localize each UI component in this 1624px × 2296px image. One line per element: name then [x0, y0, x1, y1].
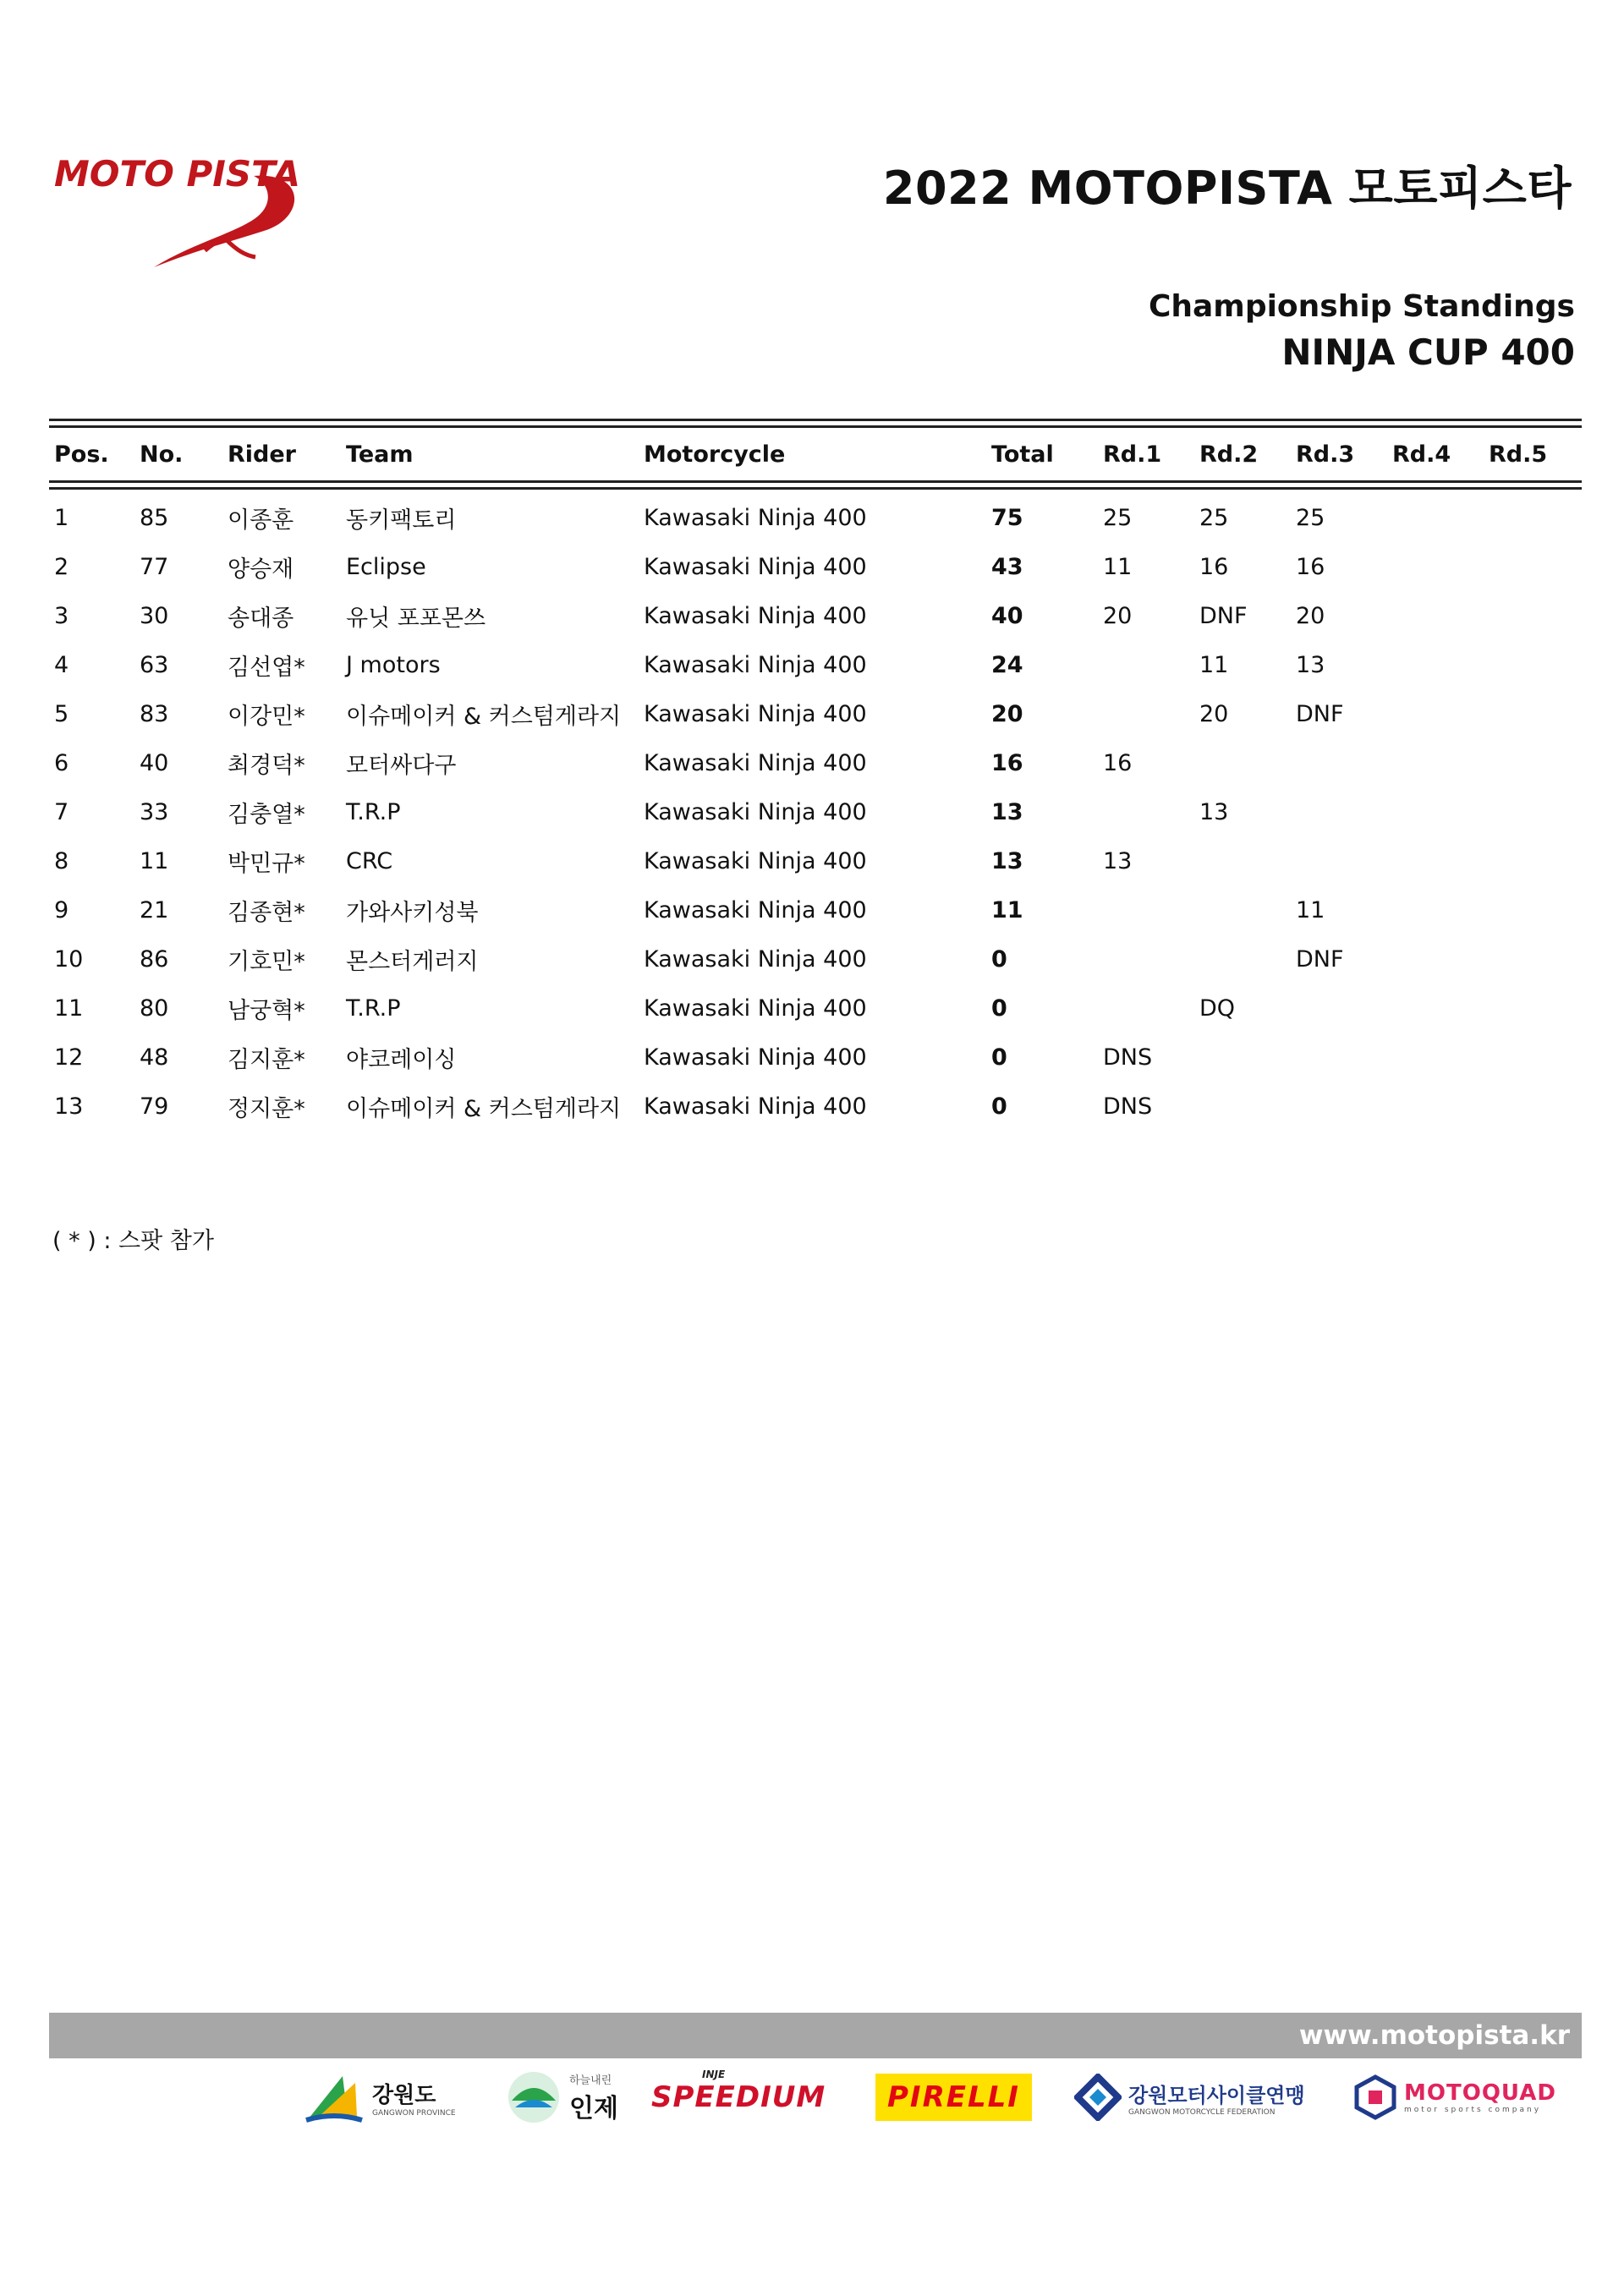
- cell-rider: 기호민*: [228, 948, 305, 975]
- cell-rider: 양승재: [228, 556, 294, 583]
- sponsor-sub: INJE: [702, 2069, 726, 2080]
- sponsor-name: PIRELLI: [887, 2080, 1020, 2114]
- website-link[interactable]: www.motopista.kr: [1298, 2020, 1570, 2051]
- sponsor-gangwon-federation: [1074, 2063, 1353, 2131]
- header-rd1: Rd.1: [1103, 441, 1162, 468]
- cell-rider: 최경덕*: [228, 752, 305, 779]
- cell-rd1: 11: [1103, 553, 1133, 580]
- cell-pos: 1: [54, 504, 69, 531]
- header-team: Team: [346, 441, 414, 468]
- cell-no: 83: [140, 700, 169, 727]
- cell-pos: 13: [54, 1093, 84, 1120]
- cell-motorcycle: Kawasaki Ninja 400: [644, 896, 867, 923]
- cell-team: T.R.P: [346, 995, 401, 1022]
- cell-pos: 8: [54, 847, 69, 874]
- cell-rd3: 20: [1296, 602, 1325, 629]
- cell-no: 63: [140, 651, 169, 678]
- cell-motorcycle: Kawasaki Ninja 400: [644, 553, 867, 580]
- sponsor-sub: GANGWON PROVINCE: [372, 2108, 456, 2118]
- header-no: No.: [140, 441, 184, 468]
- cell-total: 0: [991, 1093, 1007, 1120]
- cell-motorcycle: Kawasaki Ninja 400: [644, 847, 867, 874]
- sponsor-name: SPEEDIUM: [651, 2080, 826, 2114]
- sponsor-sub: GANGWON MOTORCYCLE FEDERATION: [1128, 2107, 1276, 2117]
- cell-no: 30: [140, 602, 169, 629]
- cell-no: 48: [140, 1044, 169, 1071]
- cell-total: 0: [991, 945, 1007, 973]
- table-row: [49, 885, 1582, 934]
- inje-icon: [503, 2067, 564, 2128]
- cell-no: 33: [140, 798, 169, 825]
- cell-pos: 3: [54, 602, 69, 629]
- cell-rd2: 20: [1199, 700, 1229, 727]
- sponsor-speedium: [651, 2063, 854, 2131]
- table-row: [49, 738, 1582, 787]
- sponsor-sub: motor sports company: [1404, 2106, 1542, 2114]
- cell-total: 11: [991, 896, 1023, 923]
- cell-motorcycle: Kawasaki Ninja 400: [644, 1044, 867, 1071]
- cell-total: 40: [991, 602, 1023, 629]
- header-rd3: Rd.3: [1296, 441, 1355, 468]
- document-subtitle: Championship Standings: [1148, 289, 1575, 324]
- sponsor-pirelli: [875, 2063, 1053, 2131]
- cell-no: 79: [140, 1093, 169, 1120]
- cell-no: 86: [140, 945, 169, 973]
- cell-team: 가와사키성북: [346, 899, 479, 926]
- motopista-logo: [52, 151, 321, 269]
- sponsor-name: 강원모터사이클연맹: [1128, 2083, 1305, 2107]
- cell-pos: 12: [54, 1044, 84, 1071]
- cell-rd3: 25: [1296, 504, 1325, 531]
- cell-total: 16: [991, 749, 1023, 776]
- table-body: [49, 493, 1582, 1131]
- table-header: [49, 428, 1582, 480]
- sponsor-gangwon: [304, 2063, 474, 2131]
- cell-rider: 송대종: [228, 605, 294, 632]
- motoquad-icon: [1353, 2074, 1397, 2121]
- cell-rd2: DQ: [1199, 995, 1236, 1022]
- cell-pos: 9: [54, 896, 69, 923]
- cell-team: Eclipse: [346, 553, 426, 580]
- document-title: 2022 MOTOPISTA 모토피스타: [882, 162, 1572, 215]
- cell-pos: 11: [54, 995, 84, 1022]
- federation-icon: [1074, 2074, 1122, 2121]
- cell-rd3: 13: [1296, 651, 1325, 678]
- table-row: [49, 787, 1582, 836]
- gangwon-icon: [304, 2068, 364, 2127]
- cell-motorcycle: Kawasaki Ninja 400: [644, 995, 867, 1022]
- cell-team: CRC: [346, 847, 393, 874]
- cell-no: 85: [140, 504, 169, 531]
- cell-rd2: 16: [1199, 553, 1229, 580]
- cell-total: 0: [991, 995, 1007, 1022]
- footer-bar: [49, 2013, 1582, 2058]
- header-pos: Pos.: [54, 441, 109, 468]
- header-rd2: Rd.2: [1199, 441, 1259, 468]
- cell-pos: 5: [54, 700, 69, 727]
- sponsor-inje: [503, 2063, 630, 2131]
- cell-motorcycle: Kawasaki Ninja 400: [644, 798, 867, 825]
- cell-total: 24: [991, 651, 1023, 678]
- cell-team: T.R.P: [346, 798, 401, 825]
- table-top-rule: [49, 419, 1582, 428]
- cell-rd1: 13: [1103, 847, 1133, 874]
- table-row: [49, 591, 1582, 640]
- header-total: Total: [991, 441, 1054, 468]
- cell-motorcycle: Kawasaki Ninja 400: [644, 602, 867, 629]
- table-row: [49, 640, 1582, 689]
- standings-table: [49, 419, 1582, 1131]
- cell-no: 80: [140, 995, 169, 1022]
- class-name: NINJA CUP 400: [1281, 332, 1575, 373]
- cell-rider: 김종현*: [228, 899, 305, 926]
- sponsor-logos: [304, 2063, 1582, 2140]
- cell-no: 11: [140, 847, 169, 874]
- logo-text: MOTO PISTA: [54, 153, 301, 195]
- cell-team: 유닛 포포몬쓰: [346, 605, 486, 632]
- cell-motorcycle: Kawasaki Ninja 400: [644, 700, 867, 727]
- cell-pos: 4: [54, 651, 69, 678]
- table-row: [49, 542, 1582, 591]
- cell-rd1: 16: [1103, 749, 1133, 776]
- sponsor-sub: 하늘내린: [569, 2074, 612, 2087]
- cell-rd1: DNS: [1103, 1093, 1153, 1120]
- cell-rd2: 11: [1199, 651, 1229, 678]
- table-row: [49, 689, 1582, 738]
- cell-pos: 2: [54, 553, 69, 580]
- sponsor-name: 인제: [569, 2093, 618, 2123]
- cell-motorcycle: Kawasaki Ninja 400: [644, 651, 867, 678]
- cell-team: 동키팩토리: [346, 507, 457, 534]
- cell-no: 40: [140, 749, 169, 776]
- cell-rd2: 13: [1199, 798, 1229, 825]
- cell-rd1: 20: [1103, 602, 1133, 629]
- sponsor-name: 강원도: [372, 2082, 436, 2108]
- cell-team: J motors: [346, 651, 441, 678]
- cell-total: 20: [991, 700, 1023, 727]
- cell-total: 75: [991, 504, 1023, 531]
- cell-rd1: 25: [1103, 504, 1133, 531]
- table-row: [49, 984, 1582, 1033]
- cell-rd3: 11: [1296, 896, 1325, 923]
- cell-rider: 정지훈*: [228, 1095, 305, 1122]
- sponsor-name: MOTOQUAD: [1404, 2080, 1556, 2106]
- spot-entry-footnote: ( * ) : 스팟 참가: [52, 1228, 214, 1254]
- cell-rd2: 25: [1199, 504, 1229, 531]
- table-row: [49, 934, 1582, 984]
- cell-total: 13: [991, 798, 1023, 825]
- table-row: [49, 1082, 1582, 1131]
- cell-team: 야코레이싱: [346, 1046, 457, 1073]
- cell-motorcycle: Kawasaki Ninja 400: [644, 504, 867, 531]
- cell-pos: 7: [54, 798, 69, 825]
- cell-rider: 박민규*: [228, 850, 305, 877]
- cell-team: 모터싸다구: [346, 752, 457, 779]
- cell-total: 13: [991, 847, 1023, 874]
- cell-motorcycle: Kawasaki Ninja 400: [644, 945, 867, 973]
- cell-rider: 남궁혁*: [228, 997, 305, 1024]
- cell-team: 이슈메이커 & 커스텀게라지: [346, 703, 622, 730]
- cell-rd3: 16: [1296, 553, 1325, 580]
- cell-rider: 김지훈*: [228, 1046, 305, 1073]
- cell-rider: 이강민*: [228, 703, 305, 730]
- cell-team: 몬스터게러지: [346, 948, 479, 975]
- cell-pos: 10: [54, 945, 84, 973]
- cell-rider: 김충열*: [228, 801, 305, 828]
- cell-no: 21: [140, 896, 169, 923]
- table-header-rule: [49, 480, 1582, 490]
- logo-graphic: [52, 151, 321, 269]
- table-row: [49, 836, 1582, 885]
- cell-rider: 이종훈: [228, 507, 294, 534]
- cell-rd3: DNF: [1296, 945, 1344, 973]
- table-row: [49, 493, 1582, 542]
- header-rd4: Rd.4: [1392, 441, 1451, 468]
- table-row: [49, 1033, 1582, 1082]
- cell-no: 77: [140, 553, 169, 580]
- cell-rd3: DNF: [1296, 700, 1344, 727]
- sponsor-motoquad: [1353, 2063, 1573, 2131]
- cell-rd2: DNF: [1199, 602, 1248, 629]
- cell-motorcycle: Kawasaki Ninja 400: [644, 749, 867, 776]
- cell-pos: 6: [54, 749, 69, 776]
- cell-total: 43: [991, 553, 1023, 580]
- header-rd5: Rd.5: [1489, 441, 1548, 468]
- cell-motorcycle: Kawasaki Ninja 400: [644, 1093, 867, 1120]
- header-motorcycle: Motorcycle: [644, 441, 786, 468]
- header-rider: Rider: [228, 441, 296, 468]
- cell-total: 0: [991, 1044, 1007, 1071]
- cell-rider: 김선엽*: [228, 654, 305, 681]
- cell-team: 이슈메이커 & 커스텀게라지: [346, 1095, 622, 1122]
- cell-rd1: DNS: [1103, 1044, 1153, 1071]
